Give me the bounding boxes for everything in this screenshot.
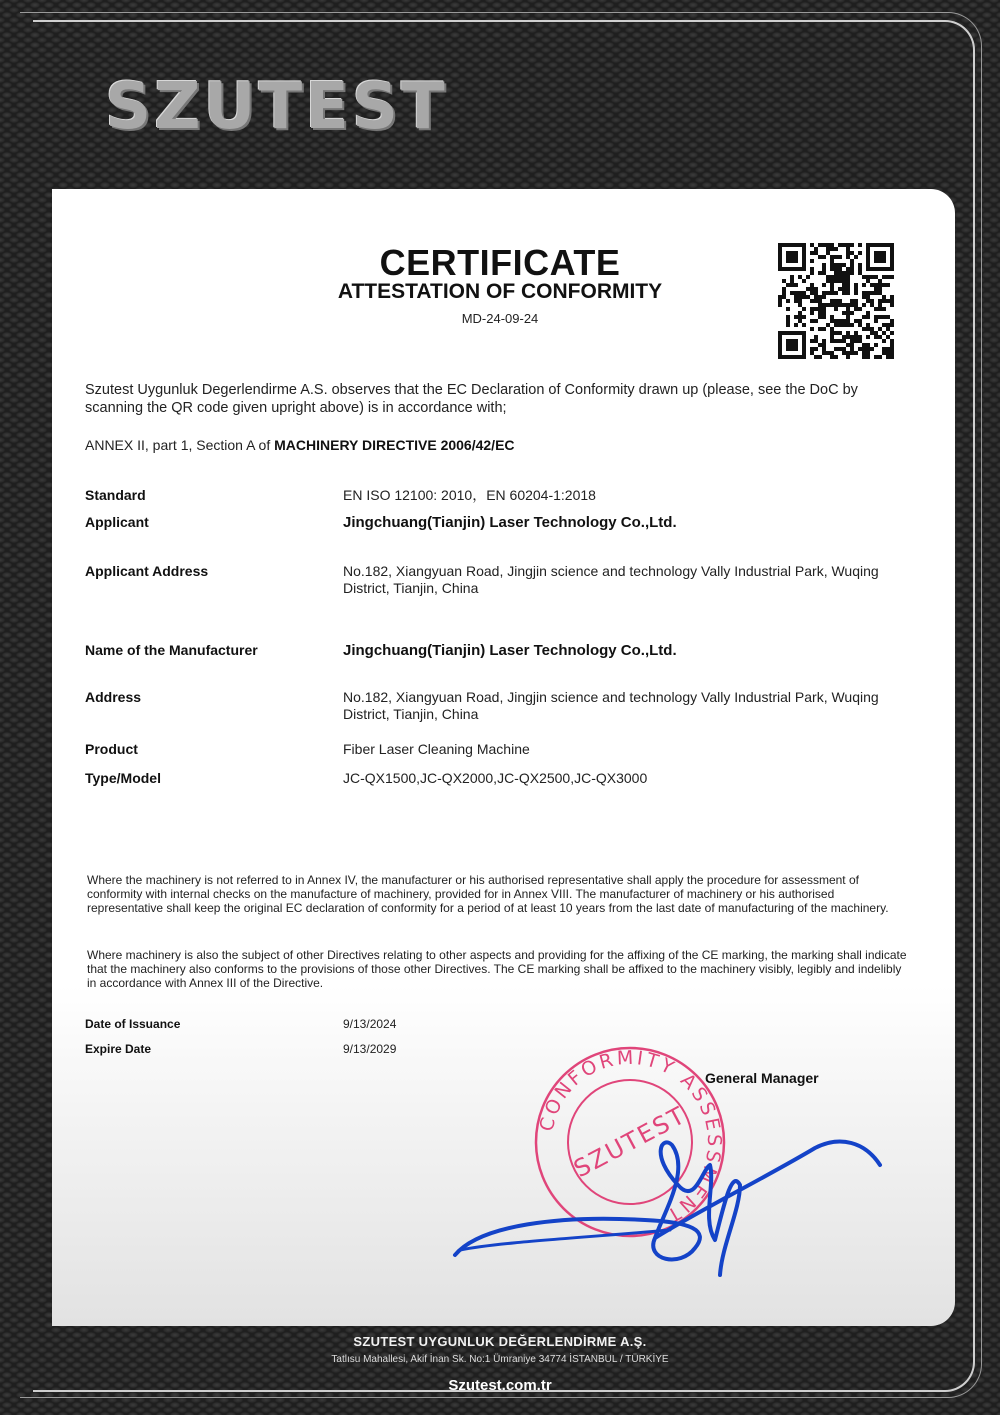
expire-label: Expire Date <box>85 1042 152 1056</box>
standard-value: EN ISO 12100: 2010，EN 60204-1:2018 <box>343 487 596 503</box>
footer-website[interactable]: Szutest.com.tr <box>448 1377 552 1394</box>
applicant-address-value: No.182, Xiangyuan Road, Jingjin science and technology Vally Industrial Park, Wuqing District, Tianjin, China <box>343 563 879 596</box>
standard-label: Standard <box>85 487 146 503</box>
certificate-title: CERTIFICATE <box>379 242 621 283</box>
annex-prefix: ANNEX II, part 1, Section A of <box>85 437 275 453</box>
manufacturer-label: Name of the Manufacturer <box>85 642 258 658</box>
stamp-center-text: SZUTEST <box>569 1100 691 1184</box>
signature <box>440 1130 890 1280</box>
applicant-address-label: Applicant Address <box>85 563 209 579</box>
certificate-number: MD-24-09-24 <box>461 311 539 326</box>
issuance-value: 9/13/2024 <box>343 1017 397 1031</box>
applicant-label: Applicant <box>85 514 149 530</box>
intro-text: Szutest Uygunluk Degerlendirme A.S. observes that the EC Declaration of Conformity drawn up (please, see the DoC by scanning the QR code given upright above) is in accordance with; <box>85 382 858 416</box>
directive-name: MACHINERY DIRECTIVE 2006/42/EC <box>274 437 515 453</box>
model-label: Type/Model <box>85 770 161 786</box>
certificate-subtitle: ATTESTATION OF CONFORMITY <box>337 280 663 303</box>
address-value: No.182, Xiangyuan Road, Jingjin science and technology Vally Industrial Park, Wuqing District, Tianjin, China <box>343 689 879 722</box>
product-label: Product <box>85 741 138 757</box>
expire-value: 9/13/2029 <box>343 1042 397 1056</box>
model-value: JC-QX1500,JC-QX2000,JC-QX2500,JC-QX3000 <box>343 770 648 786</box>
brand-logo: SZUTEST <box>105 70 448 144</box>
annex-line <box>85 437 515 453</box>
qr-code[interactable] <box>778 243 894 359</box>
signatory-title: General Manager <box>705 1070 819 1086</box>
manufacturer-value: Jingchuang(Tianjin) Laser Technology Co.,Ltd. <box>343 642 677 659</box>
ce-marking-paragraph: Where machinery is also the subject of other Directives relating to other aspects and providing for the affixing of the CE marking, the marking shall indicate that the machinery also conforms to the provisions of those other Directives. The CE marking shall be affixed to the machinery visibly, legibly and indelibly in accordance with Annex III of the Directive. <box>87 948 907 990</box>
footer-company: SZUTEST UYGUNLUK DEĞERLENDİRME A.Ş. <box>353 1334 647 1349</box>
procedure-paragraph: Where the machinery is not referred to in Annex IV, the manufacturer or his authorised representative shall apply the procedure for assessment of conformity with internal checks on the manufacture of machinery, provided for in Annex VIII. The manufacturer of machinery or his authorised representative shall keep the original EC declaration of conformity for a period of at least 10 years from the last date of manufacturing of the machinery. <box>87 873 889 915</box>
product-value: Fiber Laser Cleaning Machine <box>343 741 530 757</box>
address-label: Address <box>85 689 142 705</box>
footer-address: Tatlısu Mahallesi, Akif İnan Sk. No:1 Ümraniye 34774 İSTANBUL / TÜRKİYE <box>331 1354 669 1365</box>
stamp-ring-text: CONFORMITY ASSESSMENT <box>535 1046 726 1228</box>
applicant-value: Jingchuang(Tianjin) Laser Technology Co.,Ltd. <box>343 514 677 531</box>
issuance-label: Date of Issuance <box>85 1017 181 1031</box>
